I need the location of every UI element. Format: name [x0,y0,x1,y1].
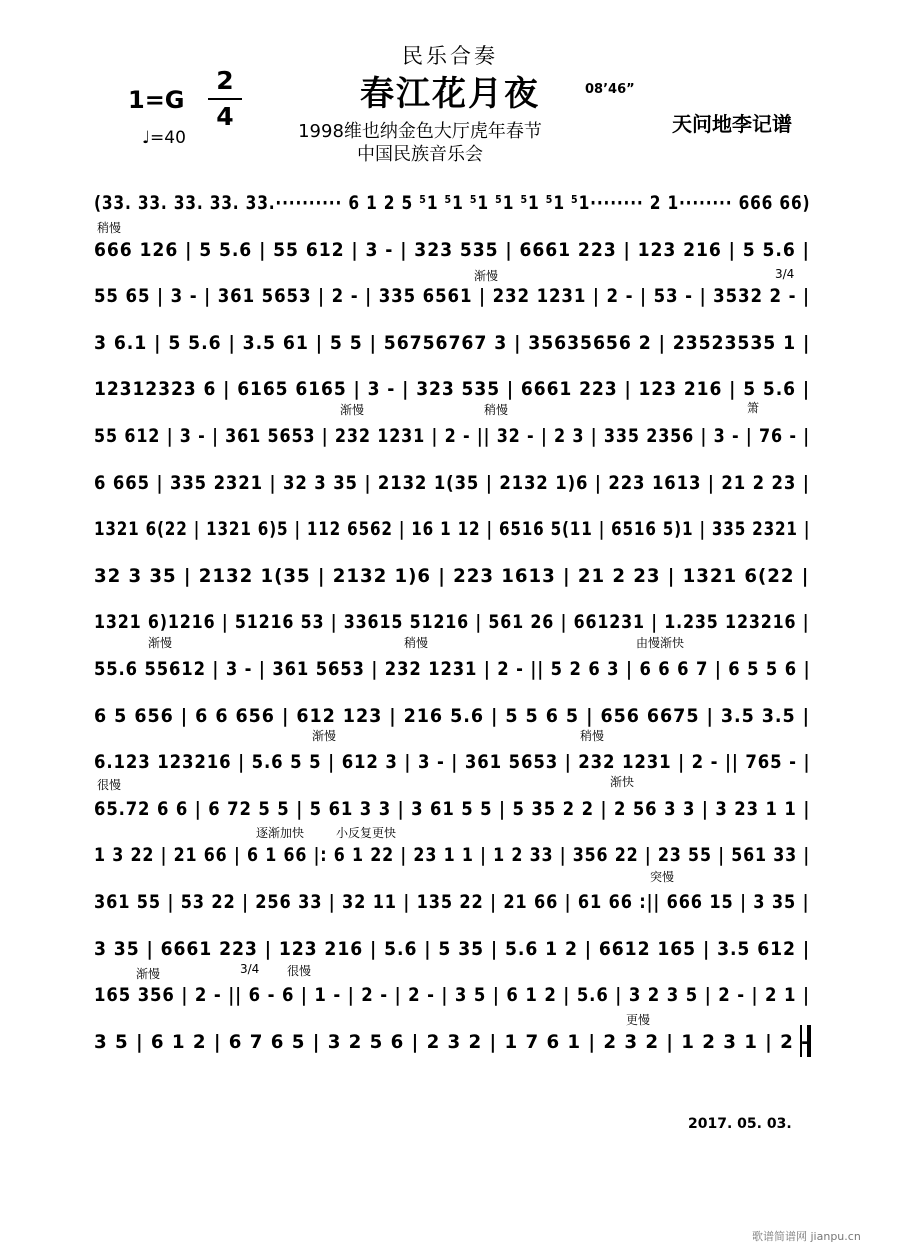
score-row [94,225,810,265]
score-row [94,877,810,917]
score-row [94,597,810,637]
expression-annotation: 渐慢 [340,403,365,417]
score-row [94,784,810,824]
score-row-notes: 55 612 | 3 - | 361 5653 | 232 1231 | 2 - || 32 - | 2 3 | 335 2356 | 3 - | 76 - | [94,425,810,447]
score-row-notes: 65.72 6 6 | 6 72 5 5 | 5 61 3 3 | 3 61 5 5 | 5 35 2 2 | 2 56 3 3 | 3 23 1 1 | [94,797,810,820]
watermark: 歌谱简谱网 jianpu.cn [752,1230,861,1243]
expression-annotation: 渐慢 [474,269,499,283]
expression-annotation: 很慢 [287,964,312,978]
transcriber: 天问地李记谱 [672,112,792,136]
score-row-notes: 3 6.1 | 5 5.6 | 3.5 61 | 5 5 | 56756767 3 | 35635656 2 | 23523535 1 | [94,331,810,354]
score-row [94,691,810,731]
expression-annotation: 由慢渐快 [636,636,685,650]
score-row [94,1017,810,1057]
score-row-notes: 12312323 6 | 6165 6165 | 3 - | 323 535 | 6661 223 | 123 216 | 5 5.6 | [94,378,810,401]
score-row-notes: 3 35 | 6661 223 | 123 216 | 5.6 | 5 35 | 5.6 1 2 | 6612 165 | 3.5 612 | [94,937,810,960]
expression-annotation: 渐慢 [148,636,173,650]
score-row [94,411,810,451]
expression-annotation: 稍慢 [484,403,509,417]
score-date: 2017. 05. 03. [688,1116,792,1132]
expression-annotation: 稍慢 [404,636,429,650]
score-row [94,924,810,964]
expression-annotation: 稍慢 [580,729,605,743]
score-row [94,458,810,498]
score-row [94,551,810,591]
key-signature: 1=G [128,86,185,114]
event-line-2: 中国民族音乐会 [357,144,483,165]
time-signature-top: 2 [216,66,234,95]
expression-annotation: 箫 [747,401,760,415]
score-row [94,364,810,404]
score-row [94,271,810,311]
score-row-notes: 6 5 656 | 6 6 656 | 612 123 | 216 5.6 | 5 5 6 5 | 656 6675 | 3.5 3.5 | [94,704,810,727]
score-row-notes: 3 5 | 6 1 2 | 6 7 6 5 | 3 2 5 6 | 2 3 2 | 1 7 6 1 | 2 3 2 | 1 2 3 1 | 2 - [94,1030,810,1053]
score-row-notes: 1321 6(22 | 1321 6)5 | 112 6562 | 16 1 12 | 6516 5(11 | 6516 5)1 | 335 2321 | [94,518,810,541]
tempo-marking: ♩=40 [142,128,186,148]
final-barline [800,1025,811,1057]
score-row [94,178,810,218]
duration: 08’46” [585,82,635,97]
subtitle: 民乐合奏 [402,44,498,68]
expression-annotation: 小反复更快 [336,826,397,840]
score-row [94,644,810,684]
score-row-notes: 165 356 | 2 - || 6 - 6 | 1 - | 2 - | 2 - | 3 5 | 6 1 2 | 5.6 | 3 2 3 5 | 2 - | 2 1 | [94,984,810,1007]
score-row-notes: 32 3 35 | 2132 1(35 | 2132 1)6 | 223 1613 | 21 2 23 | 1321 6(22 | [94,564,810,587]
score-row [94,504,810,544]
score-row-notes: (33. 33. 33. 33. 33.·········· 6 1 2 5 ⁵1 ⁵1 ⁵1 ⁵1 ⁵1 ⁵1 ⁵1········ 2 1········ 666 66) [94,192,810,214]
score-row-notes: 55 65 | 3 - | 361 5653 | 2 - | 335 6561 | 232 1231 | 2 - | 53 - | 3532 2 - | [94,285,810,308]
expression-annotation: 逐渐加快 [256,826,305,840]
score-row [94,737,810,777]
time-signature-divider [208,98,242,100]
event-line-1: 1998维也纳金色大厅虎年春节 [298,121,542,142]
score-row-notes: 666 126 | 5 5.6 | 55 612 | 3 - | 323 535 | 6661 223 | 123 216 | 5 5.6 | [94,238,810,261]
score-row-notes: 1 3 22 | 21 66 | 6 1 66 |: 6 1 22 | 23 1 1 | 1 2 33 | 356 22 | 23 55 | 561 33 | [94,844,810,867]
expression-annotation: 稍慢 [97,221,122,235]
expression-annotation: 3/4 [775,267,795,281]
score-row-notes: 55.6 55612 | 3 - | 361 5653 | 232 1231 | 2 - || 5 2 6 3 | 6 6 6 7 | 6 5 5 6 | [94,658,810,680]
score-row-notes: 361 55 | 53 22 | 256 33 | 32 11 | 135 22 | 21 66 | 61 66 :|| 666 15 | 3 35 | [94,891,810,913]
score-row-notes: 6.123 123216 | 5.6 5 5 | 612 3 | 3 - | 361 5653 | 232 1231 | 2 - || 765 - | [94,751,810,774]
song-title: 春江花月夜 [360,74,540,114]
time-signature-bottom: 4 [216,102,234,131]
expression-annotation: 很慢 [97,778,122,792]
score-row-notes: 6 665 | 335 2321 | 32 3 35 | 2132 1(35 | 2132 1)6 | 223 1613 | 21 2 23 | [94,471,810,494]
expression-annotation: 渐慢 [136,967,161,981]
score-row [94,830,810,870]
score-row-notes: 1321 6)1216 | 51216 53 | 33615 51216 | 561 26 | 661231 | 1.235 123216 | [94,611,810,634]
expression-annotation: 突慢 [650,870,675,884]
expression-annotation: 渐慢 [312,729,337,743]
score-row [94,318,810,358]
expression-annotation: 渐快 [610,775,635,789]
expression-annotation: 更慢 [626,1013,651,1027]
expression-annotation: 3/4 [240,962,260,976]
score-row [94,970,810,1010]
